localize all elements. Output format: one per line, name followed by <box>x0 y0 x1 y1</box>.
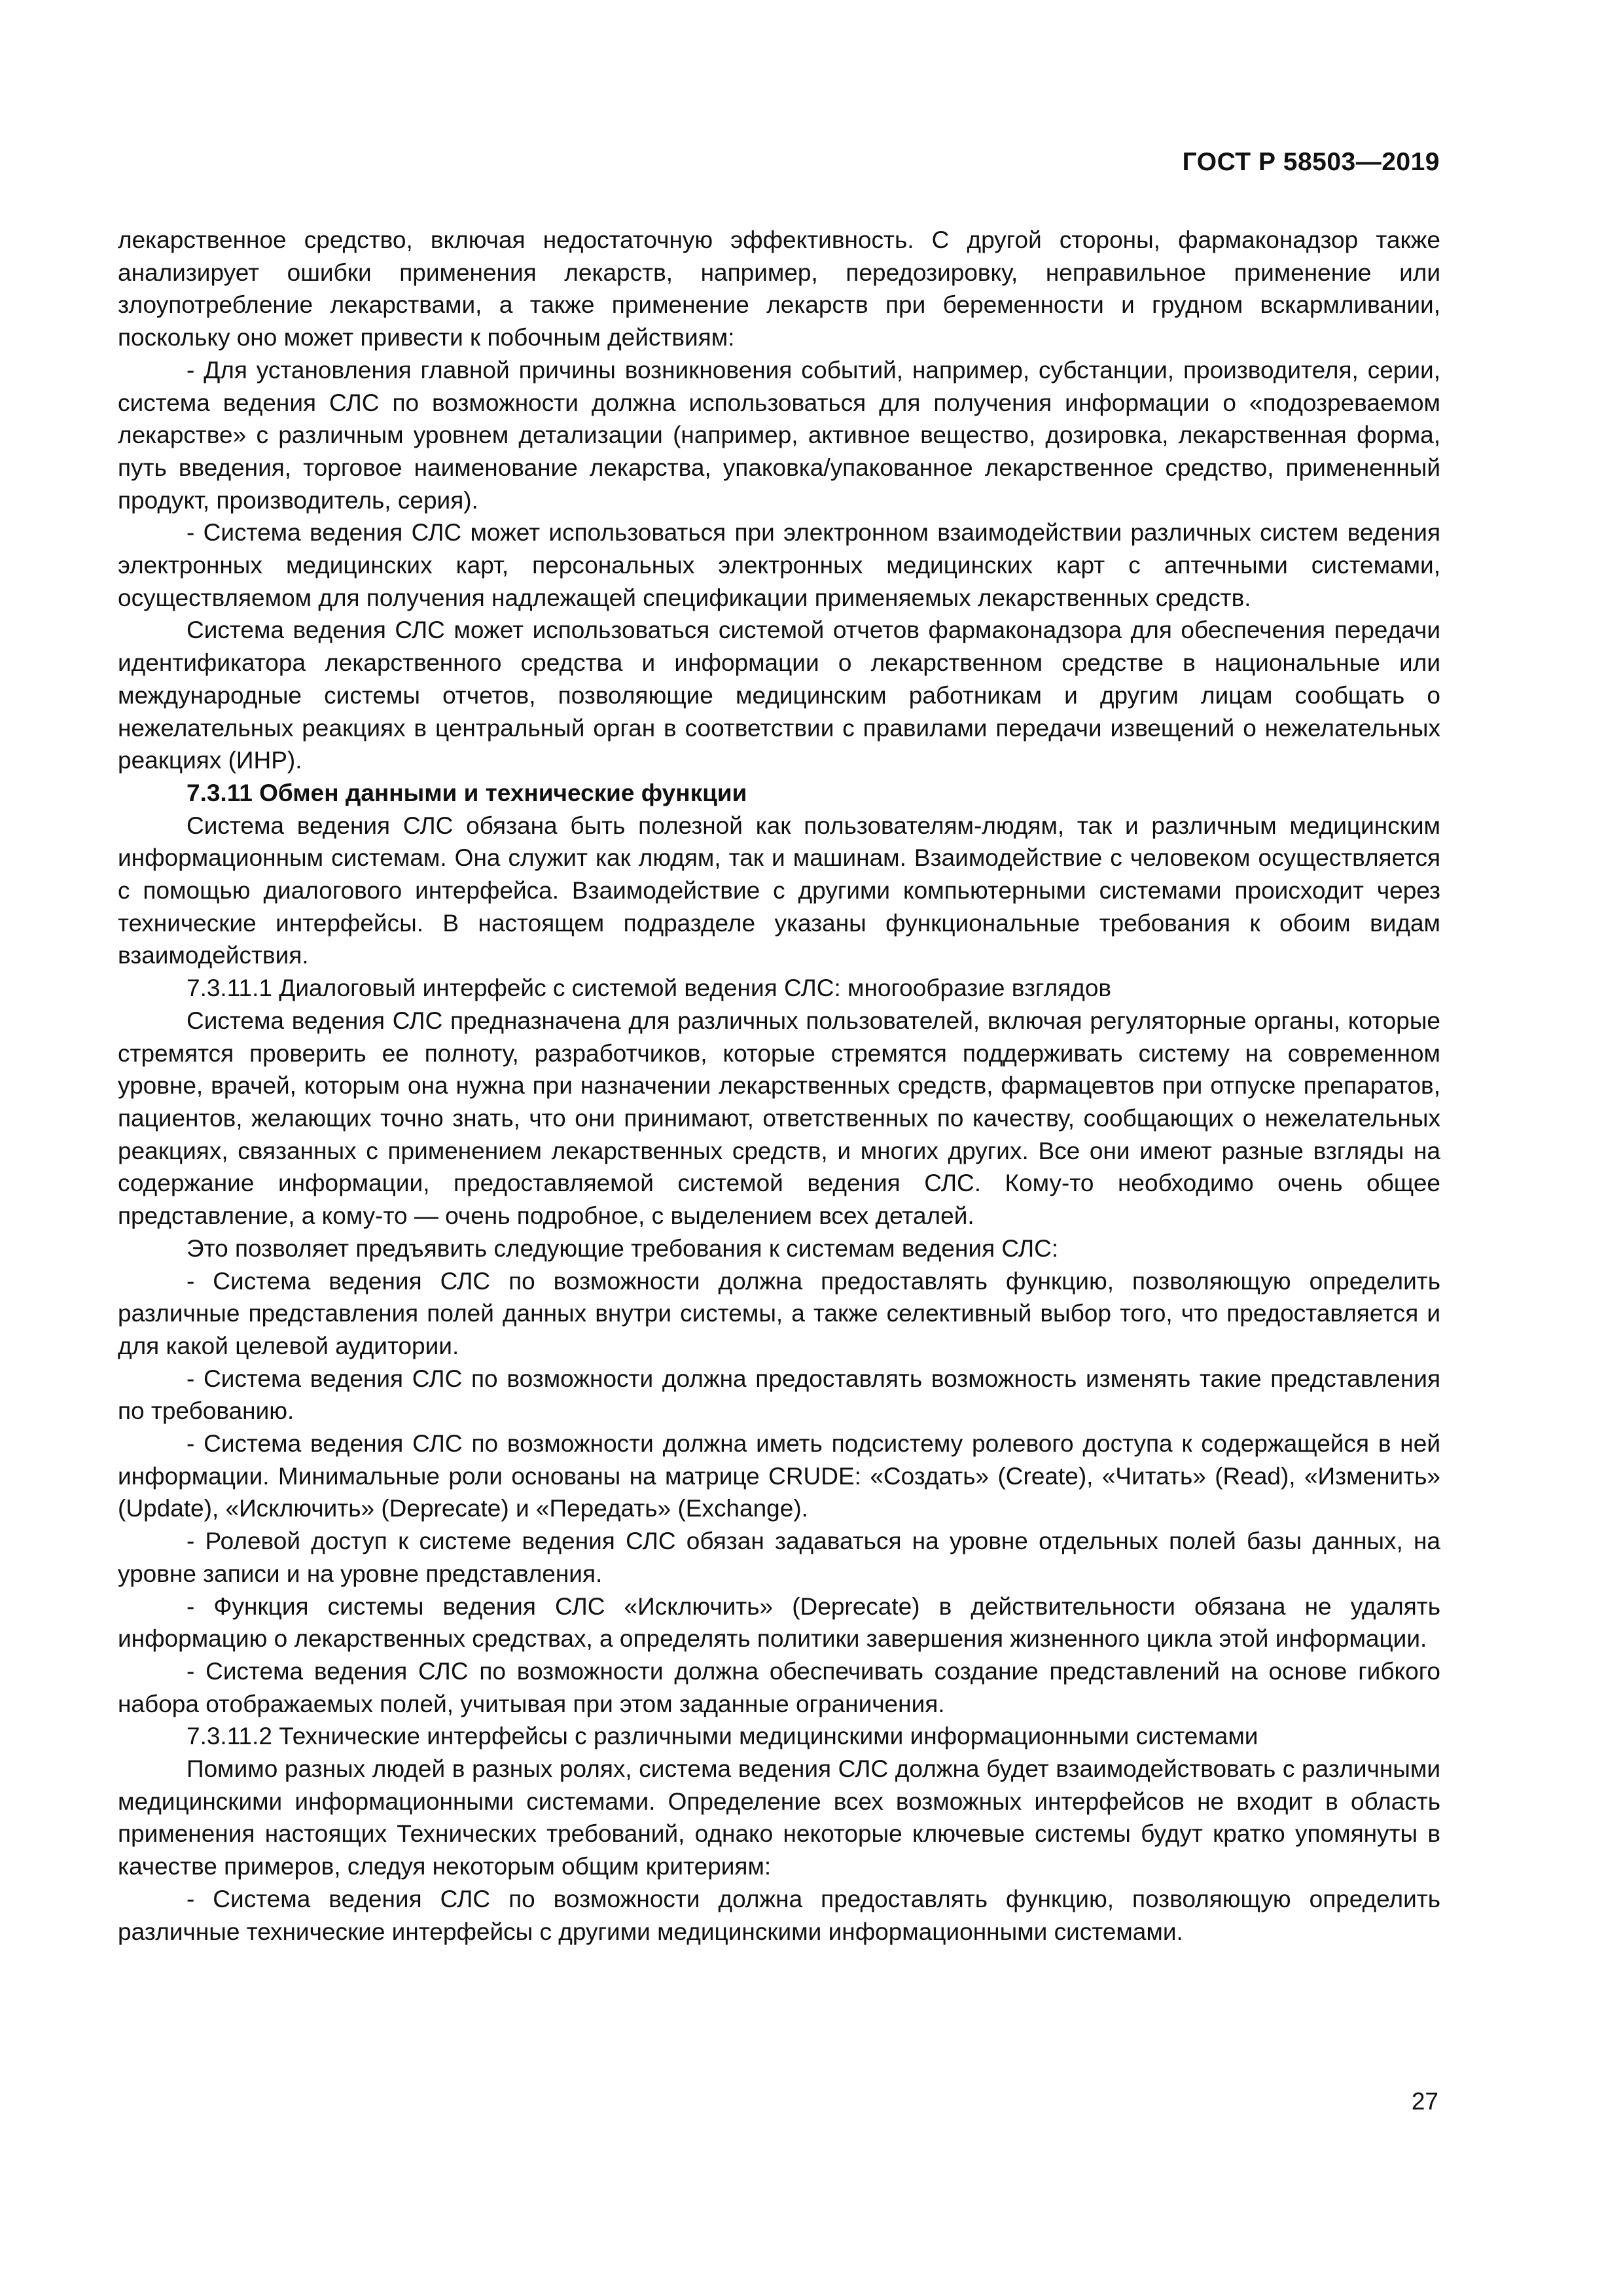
paragraph-bullet-ehr-interaction: - Система ведения СЛС может использоваться при электронном взаимодействии различных систем ведения электронных медицинских карт, персональных электронных медицинских карт с аптечными системами, осуществляемом для получения надлежащей спецификации применяемых лекарственных средств. <box>118 519 1440 611</box>
standard-code-header: ГОСТ Р 58503—2019 <box>1182 148 1440 176</box>
page-number: 27 <box>1411 2088 1438 2115</box>
section-heading-7-3-11: 7.3.11 Обмен данными и технические функции <box>187 779 747 806</box>
paragraph-pharmacovigilance: Система ведения СЛС может использоваться системой отчетов фармаконадзора для обеспечения передачи идентификатора лекарственного средства и информации о лекарственном средстве в национальные или международные системы отчетов, позволяющие медицинским работникам и другим лицам сообщать о нежелательных реакциях в центральный орган в соответствии с правилами передачи извещений о нежелательных реакциях (ИНР). <box>118 617 1440 774</box>
paragraph-bullet-tech-interfaces: - Система ведения СЛС по возможности должна предоставлять функцию, позволяющую определить различные технические интерфейсы с другими медицинскими информационными системами. <box>118 1885 1440 1945</box>
paragraph-bullet-deprecate: - Функция системы ведения СЛС «Исключить» (Deprecate) в действительности обязана не удалять информацию о лекарственных средствах, а определять политики завершения жизненного цикла этой информации. <box>118 1592 1440 1653</box>
paragraph-bullet-views: - Система ведения СЛС по возможности должна предоставлять функцию, позволяющую определить различные представления полей данных внутри системы, а также селективный выбор того, что предоставляется и для какой целевой аудитории. <box>118 1267 1440 1359</box>
paragraph-technical-interfaces: Помимо разных людей в разных ролях, система ведения СЛС должна будет взаимодействовать с различными медицинскими информационными системами. Определение всех возможных интерфейсов не входит в область применения настоящих Технических требований, однако некоторые ключевые системы будут кратко упомянуты в качестве примеров, следуя некоторым общим критериям: <box>118 1755 1440 1880</box>
paragraph-data-exchange-intro: Система ведения СЛС обязана быть полезной как пользователям-людям, так и различным медицинским информационным системам. Она служит как людям, так и машинам. Взаимодействие с человеком осуществляется с помощью диалогового интерфейса. Взаимодействие с другими компьютерными системами происходит через технические интерфейсы. В настоящем подразделе указаны функциональные требования к обоим видам взаимодействия. <box>118 812 1440 969</box>
paragraph-bullet-root-cause: - Для установления главной причины возникновения событий, например, субстанции, производителя, серии, система ведения СЛС по возможности должна использоваться для получения информации о «подозреваемом лекарстве» с различным уровнем детализации (например, активное вещество, дозировка, лекарственная форма, путь введения, торговое наименование лекарства, упаковка/упакованное лекарственное средство, примененный продукт, производитель, серия). <box>118 356 1440 514</box>
body-text <box>118 224 1440 1948</box>
paragraph-bullet-field-level-access: - Ролевой доступ к системе ведения СЛС обязан задаваться на уровне отдельных полей базы данных, на уровне записи и на уровне представления. <box>118 1528 1440 1587</box>
subsection-title-7-3-11-1: 7.3.11.1 Диалоговый интерфейс с системой ведения СЛС: многообразие взглядов <box>187 975 1112 1002</box>
paragraph-continuation: лекарственное средство, включая недостаточную эффективность. С другой стороны, фармаконадзор также анализирует ошибки применения лекарств, например, передозировку, неправильное применение или злоупотребление лекарствами, а также применение лекарств при беременности и грудном вскармливании, поскольку оно может привести к побочным действиям: <box>118 226 1440 351</box>
paragraph-users: Система ведения СЛС предназначена для различных пользователей, включая регуляторные органы, которые стремятся проверить ее полноту, разработчиков, которые стремятся поддерживать систему на современном уровне, врачей, которым она нужна при назначении лекарственных средств, фармацевтов при отпуске препаратов, пациентов, желающих точно знать, что они принимают, ответственных по качеству, сообщающих о нежелательных реакциях, связанных с применением лекарственных средств, и многих других. Все они имеют разные взгляды на содержание информации, предоставляемой системой ведения СЛС. Кому-то необходимо очень общее представление, а кому-то — очень подробное, с выделением всех деталей. <box>118 1007 1440 1230</box>
paragraph-bullet-role-access: - Система ведения СЛС по возможности должна иметь подсистему ролевого доступа к содержащейся в ней информации. Минимальные роли основаны на матрице CRUDE: «Создать» (Create), «Читать» (Read), «Изменить» (Update), «Исключить» (Deprecate) и «Передать» (Exchange). <box>118 1430 1440 1522</box>
subsection-title-7-3-11-2: 7.3.11.2 Технические интерфейсы с различными медицинскими информационными системами <box>187 1723 1258 1750</box>
paragraph-bullet-flexible-views: - Система ведения СЛС по возможности должна обеспечивать создание представлений на основе гибкого набора отображаемых полей, учитывая при этом заданные ограничения. <box>118 1657 1440 1717</box>
paragraph-requirements-intro: Это позволяет предъявить следующие требования к системам ведения СЛС: <box>187 1234 1059 1262</box>
paragraph-bullet-change-views: - Система ведения СЛС по возможности должна предоставлять возможность изменять такие представления по требованию. <box>118 1365 1440 1425</box>
